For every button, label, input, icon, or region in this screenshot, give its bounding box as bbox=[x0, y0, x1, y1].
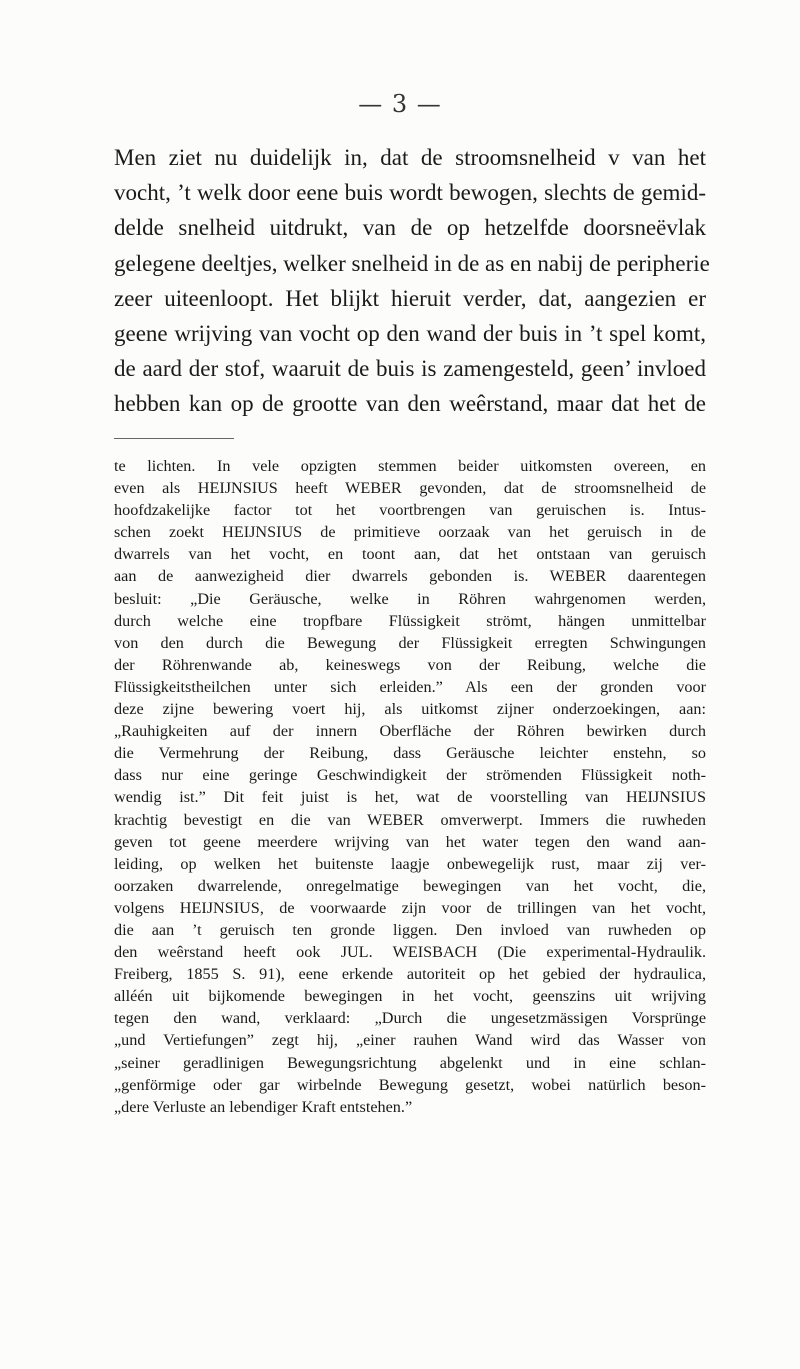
footnote-line: wendig ist.” Dit feit juist is het, wat de voorstelling van HEIJNSIUS bbox=[114, 788, 706, 807]
footnote-line: durch welche eine tropfbare Flüssigkeit strömt, hängen unmittelbar bbox=[114, 611, 706, 630]
footnote-line: dass nur eine geringe Geschwindigkeit der strömenden Flüssigkeit noth- bbox=[114, 766, 706, 785]
footnote-line: „genförmige oder gar wirbelnde Bewegung gesetzt, wobei natürlich beson- bbox=[114, 1075, 706, 1094]
footnote-line: besluit: „Die Geräusche, welke in Röhren wahrgenomen werden, bbox=[114, 589, 706, 608]
footnote-line: „und Vertiefungen” zegt hij, „einer rauhen Wand wird das Wasser von bbox=[114, 1031, 706, 1050]
footnote-line: schen zoekt HEIJNSIUS de primitieve oorzaak van het geruisch in de bbox=[114, 523, 706, 542]
footnote-line: tegen den wand, verklaard: „Durch die ungesetzmässigen Vorsprünge bbox=[114, 1009, 706, 1028]
footnote-line: oorzaken dwarrelende, onregelmatige bewegingen van het vocht, die, bbox=[114, 876, 706, 895]
footnote-line: „seiner geradlinigen Bewegungsrichtung abgelenkt und in eine schlan- bbox=[114, 1053, 706, 1072]
footnote-line: Flüssigkeitstheilchen unter sich erleiden.” Als een der gronden voor bbox=[114, 677, 706, 696]
footnote-line: volgens HEIJNSIUS, de voorwaarde zijn voor de trillingen van het vocht, bbox=[114, 898, 706, 917]
footnote-separator bbox=[114, 438, 234, 439]
footnote-line: die aan ’t geruisch ten gronde liggen. Den invloed van ruwheden op bbox=[114, 920, 706, 939]
footnote-line: even als HEIJNSIUS heeft WEBER gevonden, dat de stroomsnelheid de bbox=[114, 479, 706, 498]
footnote-line: von den durch die Bewegung der Flüssigkeit erregten Schwingungen bbox=[114, 633, 706, 652]
main-paragraph bbox=[114, 140, 710, 422]
footnote-line: Freiberg, 1855 S. 91), eene erkende autoriteit op het gebied der hydraulica, bbox=[114, 965, 706, 984]
main-text-line: zeer uiteenloopt. Het blijkt hieruit verder, dat, aangezien er bbox=[114, 285, 706, 311]
footnote-line: den weêrstand heeft ook JUL. WEISBACH (Die experimental-Hydraulik. bbox=[114, 943, 706, 962]
footnote-line: hoofdzakelijke factor tot het voortbrengen van geruischen is. Intus- bbox=[114, 501, 706, 520]
footnote-line: „dere Verluste an lebendiger Kraft entstehen.” bbox=[114, 1097, 413, 1116]
footnote-line: te lichten. In vele opzigten stemmen beider uitkomsten overeen, en bbox=[114, 457, 706, 475]
footnote-line: die Vermehrung der Reibung, dass Geräusche leichter enstehn, so bbox=[114, 744, 706, 763]
footnote-line: geven tot geene meerdere wrijving van het water tegen den wand aan- bbox=[114, 832, 706, 851]
main-text-line: hebben kan op de grootte van den weêrstand, maar dat het de bbox=[114, 391, 706, 417]
footnote-line: leiding, op welken het buitenste laagje onbewegelijk rust, maar zij ver- bbox=[114, 854, 706, 873]
footnote-line: deze zijne bewering voert hij, als uitkomst zijner onderzoekingen, aan: bbox=[114, 700, 706, 719]
main-text-line: gelegene deeltjes, welker snelheid in de as en nabij de peripherie bbox=[114, 250, 710, 276]
main-text-line: Men ziet nu duidelijk in, dat de stroomsnelheid v van het bbox=[114, 145, 706, 170]
footnote-line: „Rauhigkeiten auf der innern Oberfläche der Röhren bewirken durch bbox=[114, 722, 706, 741]
main-text-line: vocht, ’t welk door eene buis wordt bewogen, slechts de gemid- bbox=[114, 180, 706, 206]
footnote-line: der Röhrenwande ab, keineswegs von der Reibung, welche die bbox=[114, 655, 706, 674]
page-number: — 3 — bbox=[358, 90, 442, 118]
main-text-line: delde snelheid uitdrukt, van de op hetzelfde doorsneëvlak bbox=[114, 215, 706, 241]
footnote-line: krachtig bevestigt en die van WEBER omverwerpt. Immers die ruwheden bbox=[114, 810, 706, 829]
footnote-line: dwarrels van het vocht, en toont aan, dat het ontstaan van geruisch bbox=[114, 545, 706, 564]
footnote-line: aan de aanwezigheid dier dwarrels gebonden is. WEBER daarentegen bbox=[114, 567, 706, 586]
footnote bbox=[114, 455, 706, 1118]
main-text-line: de aard der stof, waaruit de buis is zamengesteld, geen’ invloed bbox=[114, 356, 706, 382]
main-text-line: geene wrijving van vocht op den wand der buis in ’t spel komt, bbox=[114, 321, 706, 347]
footnote-line: alléén uit bijkomende bewegingen in het vocht, geenszins uit wrijving bbox=[114, 987, 706, 1006]
